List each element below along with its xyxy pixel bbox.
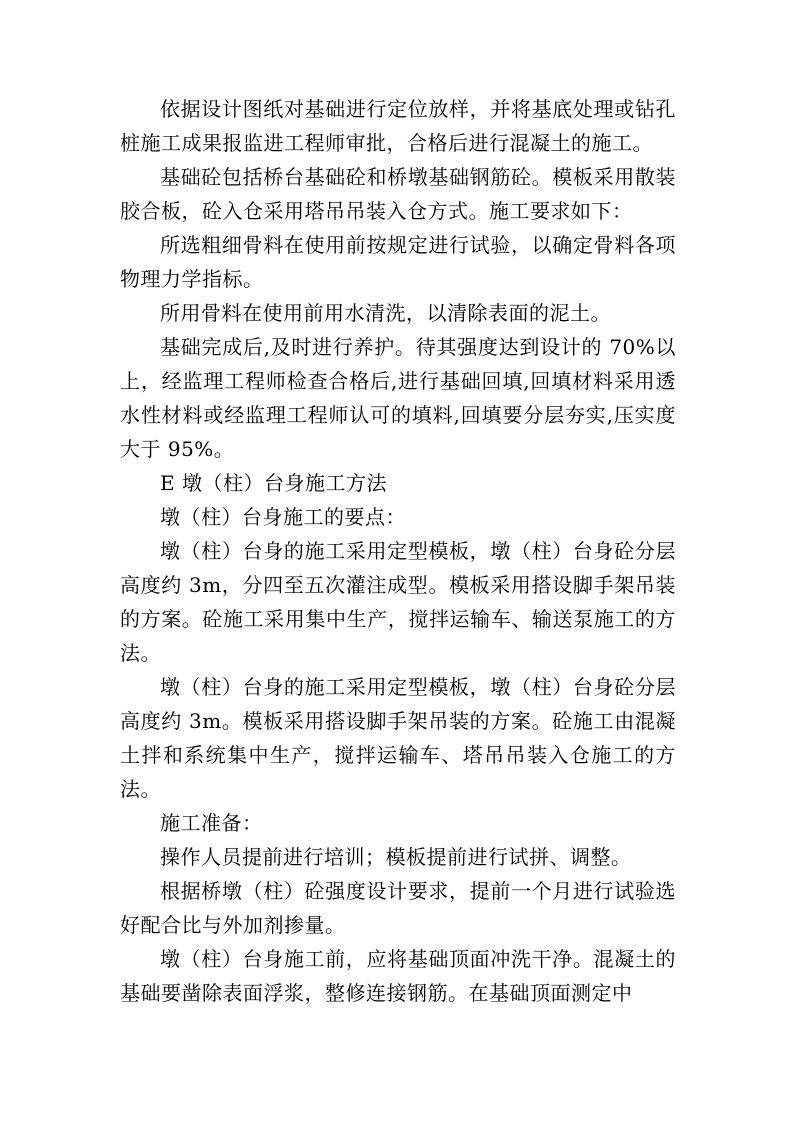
document-body bbox=[120, 92, 676, 1010]
paragraph-base-cleaning: 墩（柱）台身施工前，应将基础顶面冲洗干净。混凝土的基础要凿除表面浮浆，整修连接钢筋。在基础顶面测定中 bbox=[120, 947, 676, 1005]
paragraph-curing-backfill: 基础完成后,及时进行养护。待其强度达到设计的 70%以上，经监理工程师检查合格后,进行基础回填,回填材料采用透水性材料或经监理工程师认可的填料,回填要分层夯实,压实度大于 95%。 bbox=[120, 335, 676, 461]
paragraph-foundation-setout: 依据设计图纸对基础进行定位放样，并将基底处理或钻孔桩施工成果报监进工程师审批，合格后进行混凝土的施工。 bbox=[120, 97, 676, 155]
paragraph-mix-design: 根据桥墩（柱）砼强度设计要求，提前一个月进行试验选好配合比与外加剂掺量。 bbox=[120, 879, 676, 937]
paragraph-aggregate-washing: 所用骨料在使用前用水清洗，以清除表面的泥土。 bbox=[160, 301, 611, 325]
paragraph-preparation-heading: 施工准备： bbox=[160, 811, 263, 835]
paragraph-pier-key-points: 墩（柱）台身施工的要点： bbox=[160, 505, 406, 529]
paragraph-aggregate-testing: 所选粗细骨料在使用前按规定进行试验，以确定骨料各项物理力学指标。 bbox=[120, 233, 676, 291]
paragraph-foundation-concrete: 基础砼包括桥台基础砼和桥墩基础钢筋砼。模板采用散装胶合板，砼入仓采用塔吊吊装入仓方式。施工要求如下： bbox=[120, 165, 676, 223]
paragraph-pier-formwork-b: 墩（柱）台身的施工采用定型模板，墩（柱）台身砼分层高度约 3m。模板采用搭设脚手架吊装的方案。砼施工由混凝土拌和系统集中生产，搅拌运输车、塔吊吊装入仓施工的方法。 bbox=[120, 675, 676, 801]
paragraph-training: 操作人员提前进行培训；模板提前进行试拼、调整。 bbox=[160, 845, 632, 869]
paragraph-pier-formwork-a: 墩（柱）台身的施工采用定型模板，墩（柱）台身砼分层高度约 3m，分四至五次灌注成型。模板采用搭设脚手架吊装的方案。砼施工采用集中生产，搅拌运输车、输送泵施工的方法。 bbox=[120, 539, 676, 665]
section-heading-pier-method: E 墩（柱）台身施工方法 bbox=[160, 471, 387, 495]
